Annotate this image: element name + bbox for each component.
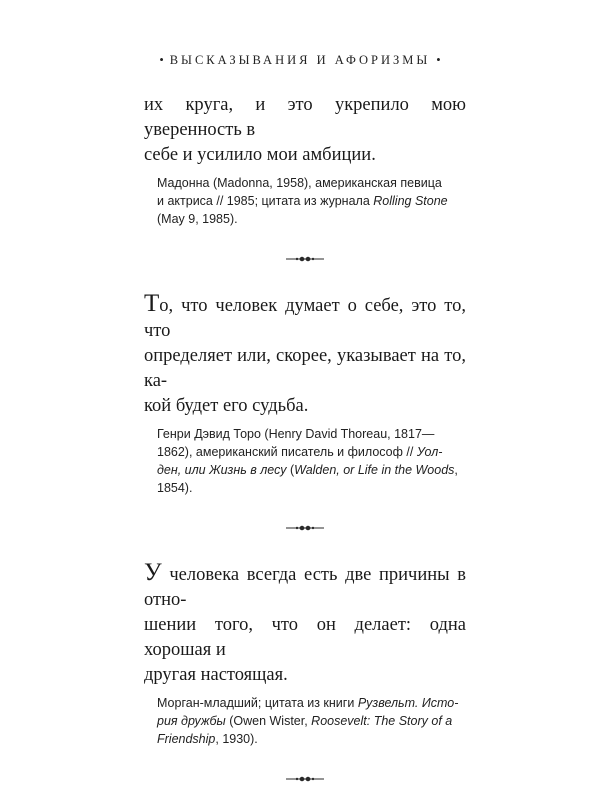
header-title: ВЫСКАЗЫВАНИЯ И АФОРИЗМЫ xyxy=(169,53,431,67)
quote-attribution xyxy=(157,174,466,228)
attribution-date: (May 9, 1985). xyxy=(157,212,238,226)
attribution-date: 1854). xyxy=(157,481,193,495)
quote-line: определяет или, скорее, указывает на то, ка- xyxy=(144,346,466,391)
flourish-divider-icon xyxy=(285,254,325,264)
header-bullet-right: • xyxy=(436,53,441,67)
attribution-source-title: Рузвельт. Исто- xyxy=(357,696,459,710)
quote-line: себе и усилило мои амбиции. xyxy=(144,145,376,165)
attribution-source-title: ден, или Жизнь в лесу xyxy=(157,463,287,477)
attribution-comma: , xyxy=(454,463,458,477)
quote-attribution xyxy=(157,694,466,748)
attribution-original-title: Roosevelt: The Story of a xyxy=(311,714,453,728)
quote-line: о, что человек думает о себе, это то, что xyxy=(144,296,466,341)
quote-dropcap: Т xyxy=(144,290,160,317)
attribution-author: Генри Дэвид Торо (Henry David Thoreau, 1817— xyxy=(157,427,435,441)
attribution-author: Морган-младший; цитата из книги xyxy=(157,696,358,710)
section-ornament xyxy=(144,772,466,786)
quote-block-madonna xyxy=(144,93,466,228)
attribution-date: , 1930). xyxy=(215,732,258,746)
attribution-source-title: Rolling Stone xyxy=(373,194,448,208)
running-header xyxy=(0,53,600,68)
attribution-original-title: Friendship xyxy=(157,732,216,746)
section-ornament xyxy=(144,521,466,535)
attribution-author: Мадонна (Madonna, 1958), американская певица xyxy=(157,176,442,190)
attribution-source: и актриса // 1985; цитата из журнала xyxy=(157,194,374,208)
quote-text xyxy=(144,93,466,168)
quote-block-morgan xyxy=(144,560,466,748)
quote-line: кой будет его судьба. xyxy=(144,396,309,416)
header-bullet-left: • xyxy=(159,53,164,67)
attribution-paren: ( xyxy=(286,463,295,477)
attribution-original-author: (Owen Wister, xyxy=(225,714,312,728)
quote-attribution xyxy=(157,425,466,497)
attribution-source-title: Уол- xyxy=(416,445,443,459)
quote-line: другая настоящая. xyxy=(144,665,288,685)
quote-text xyxy=(144,560,466,688)
quote-text xyxy=(144,291,466,419)
attribution-original-title: Walden, or Life in the Woods xyxy=(294,463,455,477)
attribution-description: 1862), американский писатель и философ // xyxy=(157,445,417,459)
flourish-divider-icon xyxy=(285,774,325,784)
text-column xyxy=(144,93,466,811)
quote-line: шении того, что он делает: одна хорошая и xyxy=(144,615,466,660)
quote-line: их круга, и это укрепило мою уверенность в xyxy=(144,95,466,140)
quote-block-thoreau xyxy=(144,291,466,497)
flourish-divider-icon xyxy=(285,523,325,533)
attribution-source-title: рия дружбы xyxy=(157,714,226,728)
section-ornament xyxy=(144,252,466,266)
quote-line: человека всегда есть две причины в отно- xyxy=(144,565,466,610)
quote-dropcap: У xyxy=(144,559,162,586)
